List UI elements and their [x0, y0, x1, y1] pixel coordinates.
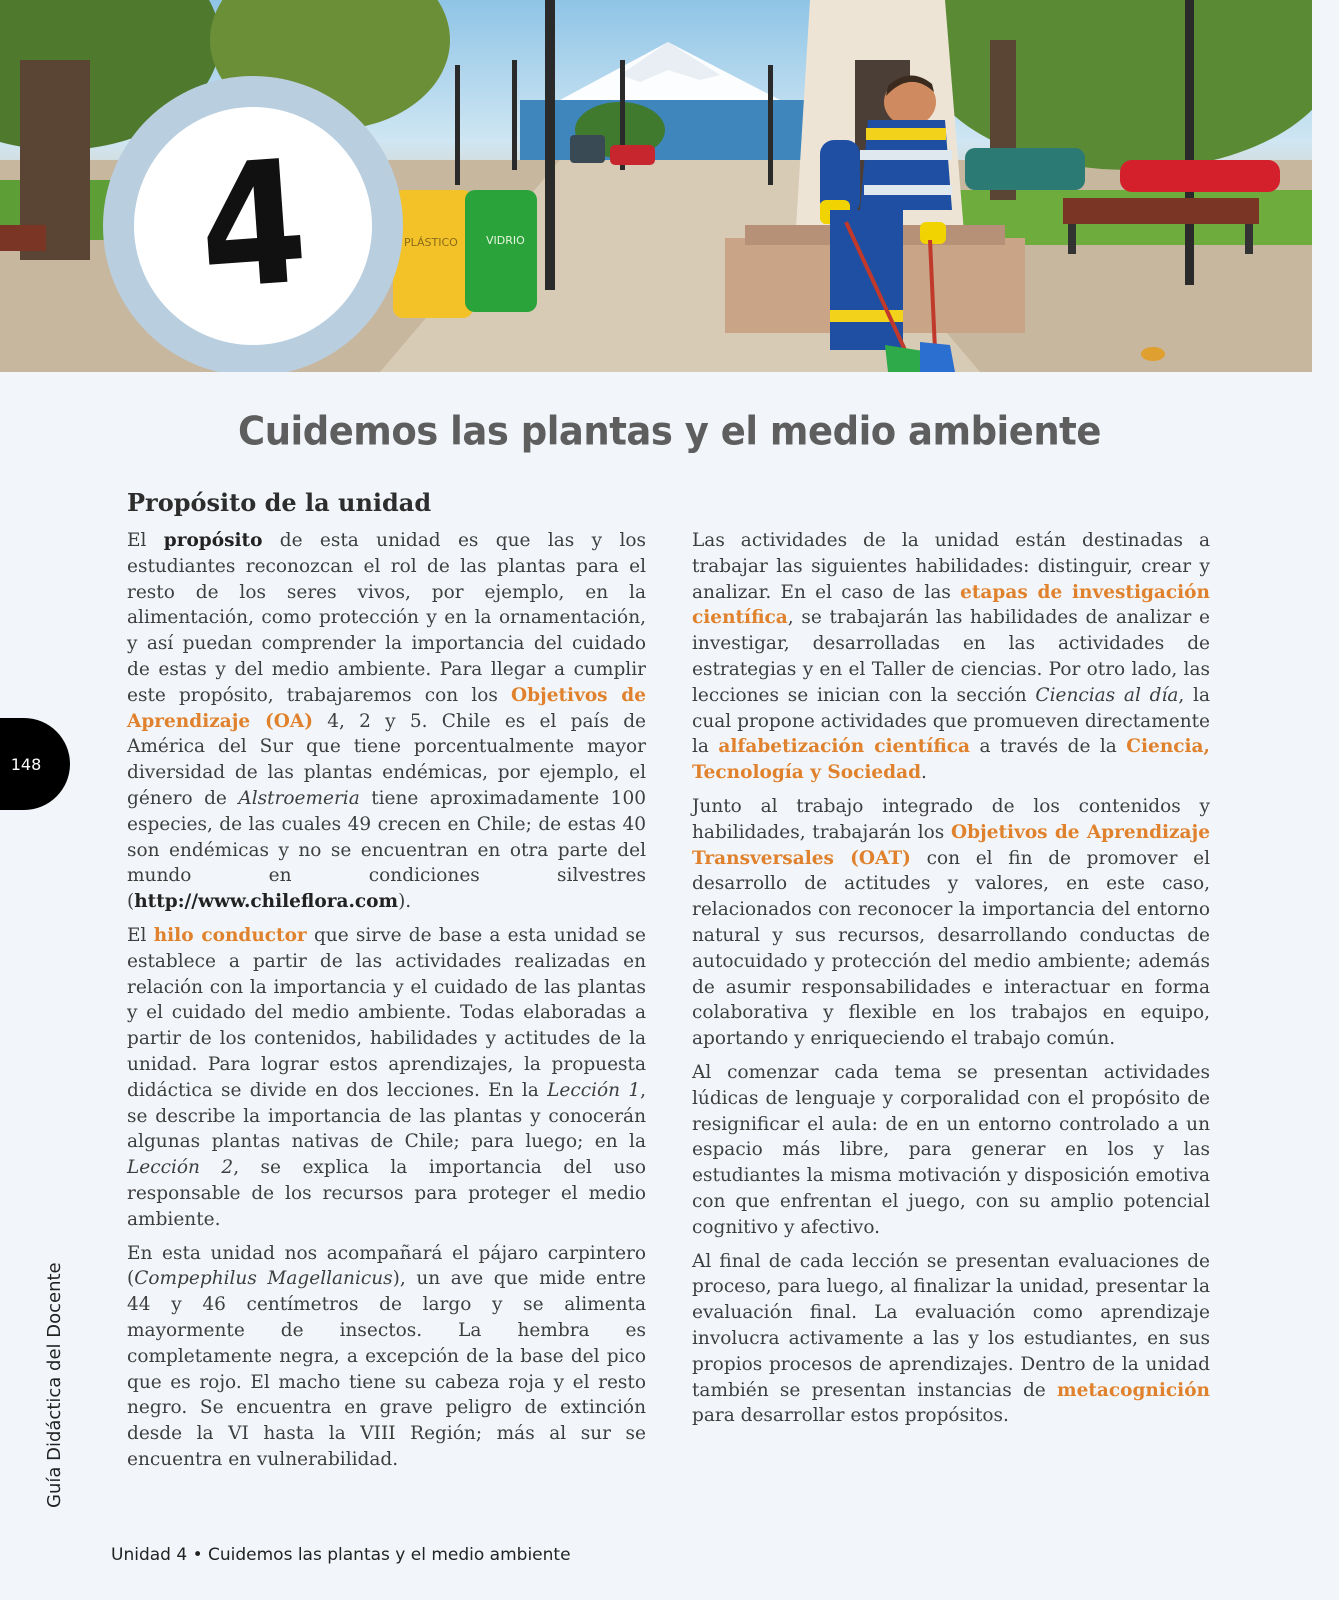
lake-shape	[520, 100, 850, 160]
page-number-tab	[0, 718, 70, 810]
keyword-proposito: propósito	[163, 530, 263, 551]
left-column	[127, 528, 646, 1481]
unit-number: 4	[192, 123, 314, 329]
paragraph-carpintero: En esta unidad nos acompañará el pájaro carpintero (Compephilus Magellanicus), un ave que mide entre 44 y 46 centímetros de largo y se alimenta mayormente de insectos. La hembra es completamente negra, a excepción de la base del pico que es rojo. El macho tiene su cabeza roja y el resto negro. Se encuentra en grave peligro de extinción desde la VI hasta la VIII Región; más al sur se encuentra en vulnerabilidad.	[127, 1242, 647, 1470]
paragraph-purpose: El propósito de esta unidad es que las y los estudiantes reconozcan el rol de las plantas para el resto de los seres vivos, por ejemplo, en la alimentación, como protección y en la ornamentación, y así puedan comprender la importancia del cuidado de estas y del medio ambiente. Para llegar a cumplir este propósito, trabajaremos con los Objetivos de Aprendizaje (OA) 4, 2 y 5. Chile es el país de América del Sur que tiene porcentualmente mayor diversidad de las plantas endémicas, por ejemplo, el género de Alstroemeria tiene aproximadamente 100 especies, de las cuales 49 crecen en Chile; de estas 40 son endémicas y no se encuentran en otra parte del mundo en condiciones silvestres (http://www.chileflora.com).	[127, 530, 646, 913]
header-photo	[0, 0, 1312, 372]
highlight-hilo-conductor: hilo conductor	[153, 924, 307, 946]
lamp-post	[545, 0, 555, 290]
side-label-guide: Guía Didáctica del Docente	[44, 1262, 65, 1508]
paragraph-hilo-conductor: El hilo conductor que sirve de base a esta unidad se establece a partir de las actividades realizadas en relación con la importancia y el cuidado de las plantas y el cuidado del medio ambiente. Todas elaboradas a partir de los contenidos, habilidades y actitudes de la unidad. Para lograr estos aprendizajes, la propuesta didáctica se divide en dos lecciones. En la Lección 1, se describe la importancia de las plantas y conocerán algunas plantas nativas de Chile; para luego; en la Lección 2, se explica la importancia del uso responsable de los recursos para proteger el medio ambiente.	[127, 924, 647, 1230]
chileflora-link[interactable]: http://www.chileflora.com	[134, 891, 399, 913]
paragraph-habilidades: Las actividades de la unidad están destinadas a trabajar las siguientes habilidades: distinguir, crear y analizar. En el caso de las etapas de investigación científica, se trabajarán las habilidades de analizar e investigar, desarrolladas en las actividades de estrategias y en el Taller de ciencias. Por otro lado, las lecciones se inician con la sección Ciencias al día, la cual propone actividades que promueven directamente la alfabetización científica a través de la Ciencia, Tecnología y Sociedad.	[692, 530, 1210, 784]
footer-unit-title: Unidad 4 • Cuidemos las plantas y el medio ambiente	[111, 1545, 571, 1565]
bench	[1063, 198, 1259, 224]
highlight-etapas: etapas de investigación científica	[692, 581, 1210, 629]
highlight-oa: Objetivos de Aprendizaje (OA)	[127, 684, 646, 732]
paragraph-evaluaciones: Al final de cada lección se presentan evaluaciones de proceso, para luego, al finalizar la unidad, presentar la evaluación final. La evaluación como aprendizaje involucra activamente a las y los estudiantes, en sus propios procesos de aprendizajes. Dentro de la unidad también se presentan instancias de metacognición para desarrollar estos propósitos.	[692, 1250, 1210, 1427]
bin-label-glass: VIDRIO	[486, 234, 525, 247]
unit-number-badge	[103, 76, 403, 372]
car-teal	[965, 148, 1085, 190]
highlight-metacognicion: metacognición	[1057, 1379, 1210, 1401]
bee-icon	[1141, 347, 1165, 361]
page-title: Cuidemos las plantas y el medio ambiente	[238, 408, 1101, 455]
right-column	[692, 528, 1210, 1437]
car-red	[1120, 160, 1280, 192]
bin-label-plastic: PLÁSTICO	[404, 236, 458, 249]
page-number: 148	[10, 754, 42, 774]
highlight-oat: Objetivos de Aprendizaje Transversales (OAT)	[692, 821, 1210, 869]
paragraph-actividades-ludicas: Al comenzar cada tema se presentan actividades lúdicas de lenguaje y corporalidad con el propósito de resignificar el aula: de en un entorno controlado a un espacio más libre, para generar en los y las estudiantes la misma motivación y disposición emotiva con que enfrentan el juego, con su amplio potencial cognitivo y afectivo.	[692, 1061, 1210, 1238]
section-heading: Propósito de la unidad	[127, 488, 432, 517]
yellow-bin	[393, 190, 473, 318]
green-bin	[465, 190, 537, 312]
highlight-cts: Ciencia, Tecnología y Sociedad	[692, 736, 1210, 784]
highlight-alfabetizacion: alfabetización científica	[718, 736, 971, 758]
paragraph-oat: Junto al trabajo integrado de los contenidos y habilidades, trabajarán los Objetivos de Aprendizaje Transversales (OAT) con el fin de promover el desarrollo de actitudes y valores, en este caso, relacionados con reconocer la importancia del entorno natural y sus recursos, desarrollando conductas de autocuidado y protección del medio ambiente; además de asumir responsabilidades e interactuar en forma colaborativa y flexible en los trabajos en equipo, aportando y enriqueciendo el trabajo común.	[692, 795, 1210, 1050]
unit-number-badge-inner	[134, 107, 372, 345]
tree-right	[920, 0, 1312, 170]
